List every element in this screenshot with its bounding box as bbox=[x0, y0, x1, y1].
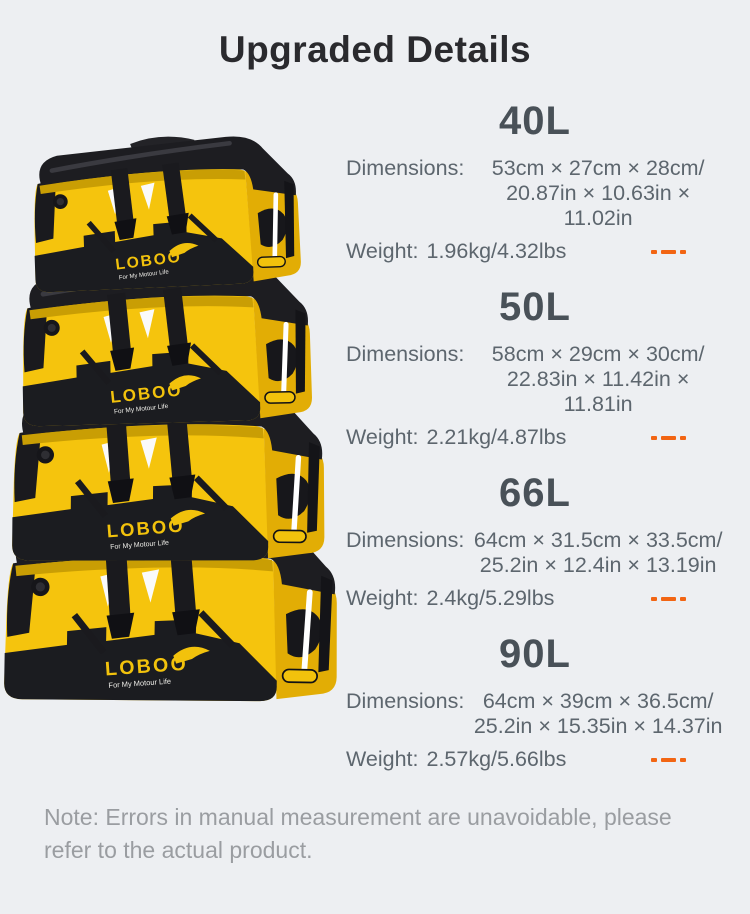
product-photo bbox=[0, 122, 340, 792]
note-text: Note: Errors in manual measurement are unavoidable, please refer to the actual product. bbox=[44, 804, 672, 863]
page-title: Upgraded Details bbox=[218, 29, 532, 70]
spec-list bbox=[340, 98, 750, 792]
page bbox=[0, 26, 750, 914]
weight-label: Weight: bbox=[346, 747, 419, 771]
spec-size: 66L bbox=[499, 471, 571, 515]
spec-block-90l bbox=[346, 631, 724, 772]
weight-label: Weight: bbox=[346, 239, 419, 263]
duffel-bag-40l bbox=[31, 132, 302, 293]
dimensions-row bbox=[346, 156, 724, 231]
dimensions-row bbox=[346, 689, 724, 739]
weight-row bbox=[346, 586, 724, 611]
weight-row bbox=[346, 425, 724, 450]
dimensions-value: 64cm × 31.5cm × 33.5cm/ 25.2in × 12.4in × 13.19in bbox=[473, 528, 723, 577]
spec-size: 50L bbox=[499, 285, 571, 329]
spec-size: 90L bbox=[499, 632, 571, 676]
dashed-line-icon bbox=[651, 436, 686, 440]
spec-block-40l bbox=[346, 98, 724, 264]
dashed-line-icon bbox=[651, 250, 686, 254]
content bbox=[0, 98, 750, 792]
duffel-bags-illustration bbox=[0, 122, 340, 722]
dimensions-label: Dimensions: bbox=[346, 689, 465, 713]
weight-label: Weight: bbox=[346, 586, 419, 610]
weight-value: 1.96kg/4.32lbs bbox=[426, 239, 567, 263]
weight-value: 2.57kg/5.66lbs bbox=[426, 747, 567, 771]
weight-value: 2.21kg/4.87lbs bbox=[426, 425, 567, 449]
weight-row bbox=[346, 747, 724, 772]
dimensions-label: Dimensions: bbox=[346, 156, 465, 180]
dimensions-row bbox=[346, 342, 724, 417]
dimensions-value: 53cm × 27cm × 28cm/ 20.87in × 10.63in × 11.02in bbox=[491, 156, 705, 230]
dimensions-label: Dimensions: bbox=[346, 342, 465, 366]
dimensions-value: 64cm × 39cm × 36.5cm/ 25.2in × 15.35in × 14.37in bbox=[473, 689, 723, 738]
weight-label: Weight: bbox=[346, 425, 419, 449]
weight-value: 2.4kg/5.29lbs bbox=[426, 586, 555, 610]
spec-block-66l bbox=[346, 470, 724, 611]
spec-block-50l bbox=[346, 284, 724, 450]
spec-size: 40L bbox=[499, 99, 571, 143]
dashed-line-icon bbox=[651, 758, 686, 762]
dashed-line-icon bbox=[651, 597, 686, 601]
dimensions-row bbox=[346, 528, 724, 578]
weight-row bbox=[346, 239, 724, 264]
dimensions-label: Dimensions: bbox=[346, 528, 465, 552]
dimensions-value: 58cm × 29cm × 30cm/ 22.83in × 11.42in × 11.81in bbox=[491, 342, 705, 416]
